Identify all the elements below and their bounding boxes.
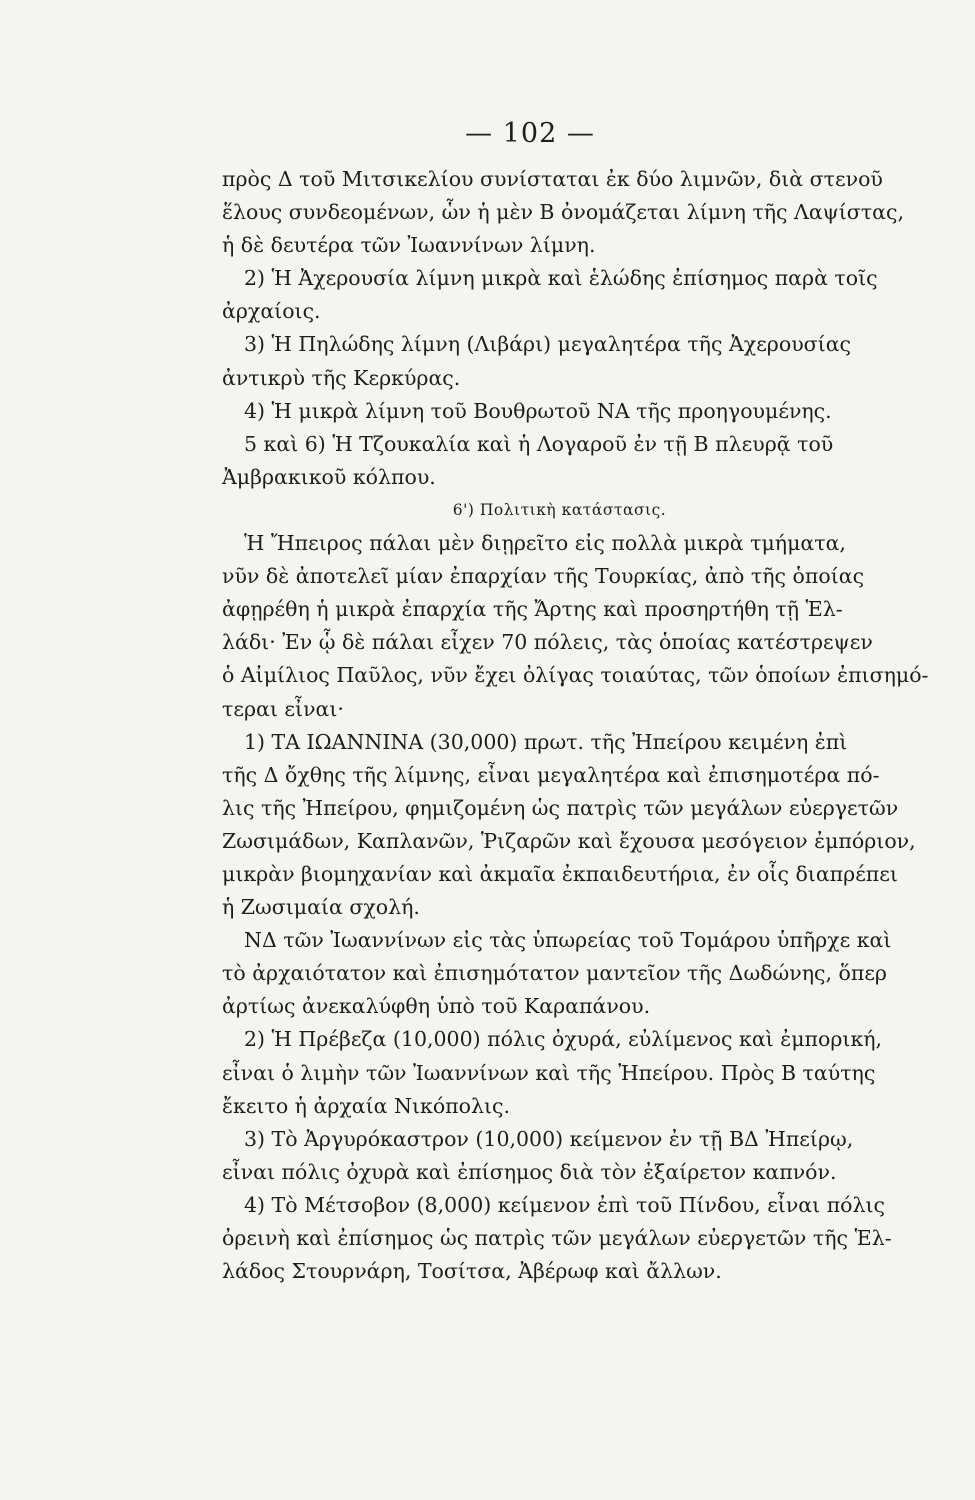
text-line: ὀρεινὴ καὶ ἐπίσημος ὡς πατρὶς τῶν μεγάλων εὐεργετῶν τῆς Ἑλ-: [222, 1226, 892, 1250]
text-line: ἀρχαίοις.: [222, 299, 321, 324]
text-line: ἕλους συνδεομένων, ὧν ἡ μὲν Β ὀνομάζεται λίμνη τῆς Λαψίστας,: [222, 200, 904, 225]
text-line: λάδι· Ἐν ᾧ δὲ πάλαι εἶχεν 70 πόλεις, τὰς ὁποίας κατέστρεψεν: [222, 630, 873, 655]
text-line: 5 καὶ 6) Ἡ Τζουκαλία καὶ ἡ Λογαροῦ ἐν τῇ Β πλευρᾷ τοῦ: [244, 431, 834, 456]
text-line: 3) Ἡ Πηλώδης λίμνη (Λιβάρι) μεγαλητέρα τῆς Ἀχερουσίας: [244, 332, 852, 357]
text-line: 1) ΤΑ ΙΩΑΝΝΙΝΑ (30,000) πρωτ. τῆς Ἠπείρου κειμένη ἐπὶ: [244, 729, 848, 754]
text-line: μικρὰν βιομηχανίαν καὶ ἀκμαῖα ἐκπαιδευτήρια, ἐν οἷς διαπρέπει: [222, 861, 898, 886]
text-line: εἶναι πόλις ὀχυρὰ καὶ ἐπίσημος διὰ τὸν ἐξαίρετον καπνόν.: [222, 1159, 837, 1184]
text-line: λις τῆς Ἠπείρου, φημιζομένη ὡς πατρὶς τῶν μεγάλων εὐεργετῶν: [222, 795, 899, 820]
text-line: 2) Ἡ Ἀχερουσία λίμνη μικρὰ καὶ ἑλώδης ἐπίσημος παρὰ τοῖς: [244, 266, 878, 291]
text-line: 4) Τὸ Μέτσοβον (8,000) κείμενον ἐπὶ τοῦ Πίνδου, εἶναι πόλις: [244, 1192, 886, 1217]
text-line: ἡ Ζωσιμαία σχολή.: [222, 895, 420, 920]
text-line: ἔκειτο ἡ ἀρχαία Νικόπολις.: [222, 1093, 511, 1118]
text-line: ΝΔ τῶν Ἰωαννίνων εἰς τὰς ὑπωρείας τοῦ Τομάρου ὑπῆρχε καὶ: [244, 928, 892, 953]
text-line: ἀρτίως ἀνεκαλύφθη ὑπὸ τοῦ Καραπάνου.: [222, 994, 651, 1019]
text-line: 2) Ἡ Πρέβεζα (10,000) πόλις ὀχυρά, εὐλίμενος καὶ ἐμπορική,: [244, 1027, 883, 1052]
text-line: Ἀμβρακικοῦ κόλπου.: [222, 464, 436, 489]
text-line: ἡ δὲ δευτέρα τῶν Ἰωαννίνων λίμνη.: [222, 233, 596, 258]
page-number: — 102 —: [465, 118, 595, 149]
text-line: 4) Ἡ μικρὰ λίμνη τοῦ Βουθρωτοῦ ΝΑ τῆς προηγουμένης.: [244, 398, 832, 423]
text-line: τῆς Δ ὄχθης τῆς λίμνης, εἶναι μεγαλητέρα καὶ ἐπισημοτέρα πό-: [222, 762, 880, 787]
text-line: πρὸς Δ τοῦ Μιτσικελίου συνίσταται ἐκ δύο λιμνῶν, διὰ στενοῦ: [222, 167, 883, 191]
text-line: Ζωσιμάδων, Καπλανῶν, Ῥιζαρῶν καὶ ἔχουσα μεσόγειον ἐμπόριον,: [222, 828, 916, 853]
body-text: [222, 163, 929, 1288]
text-line: τὸ ἀρχαιότατον καὶ ἐπισημότατον μαντεῖον τῆς Δωδώνης, ὅπερ: [222, 961, 887, 986]
text-line: 3) Τὸ Ἀργυρόκαστρον (10,000) κείμενον ἐν τῇ ΒΔ Ἠπείρῳ,: [244, 1126, 854, 1151]
section-heading: 6') Πολιτικὴ κατάστασις.: [452, 500, 667, 519]
text-line: λάδος Στουρνάρη, Τοσίτσα, Ἀβέρωφ καὶ ἄλλων.: [222, 1259, 722, 1284]
text-line: ὁ Αἰμίλιος Παῦλος, νῦν ἔχει ὀλίγας τοιαύτας, τῶν ὁποίων ἐπισημό-: [222, 663, 929, 688]
text-line: εἶναι ὁ λιμὴν τῶν Ἰωαννίνων καὶ τῆς Ἠπείρου. Πρὸς Β ταύτης: [222, 1060, 876, 1085]
text-line: Ἡ Ἤπειρος πάλαι μὲν διῃρεῖτο εἰς πολλὰ μικρὰ τμήματα,: [244, 531, 846, 556]
text-line: ἀντικρὺ τῆς Κερκύρας.: [222, 365, 461, 390]
text-line: νῦν δὲ ἀποτελεῖ μίαν ἐπαρχίαν τῆς Τουρκίας, ἀπὸ τῆς ὁποίας: [222, 564, 865, 589]
text-line: ἀφῃρέθη ἡ μικρὰ ἐπαρχία τῆς Ἄρτης καὶ προσηρτήθη τῇ Ἑλ-: [222, 597, 843, 622]
text-line: τεραι εἶναι·: [222, 696, 344, 721]
